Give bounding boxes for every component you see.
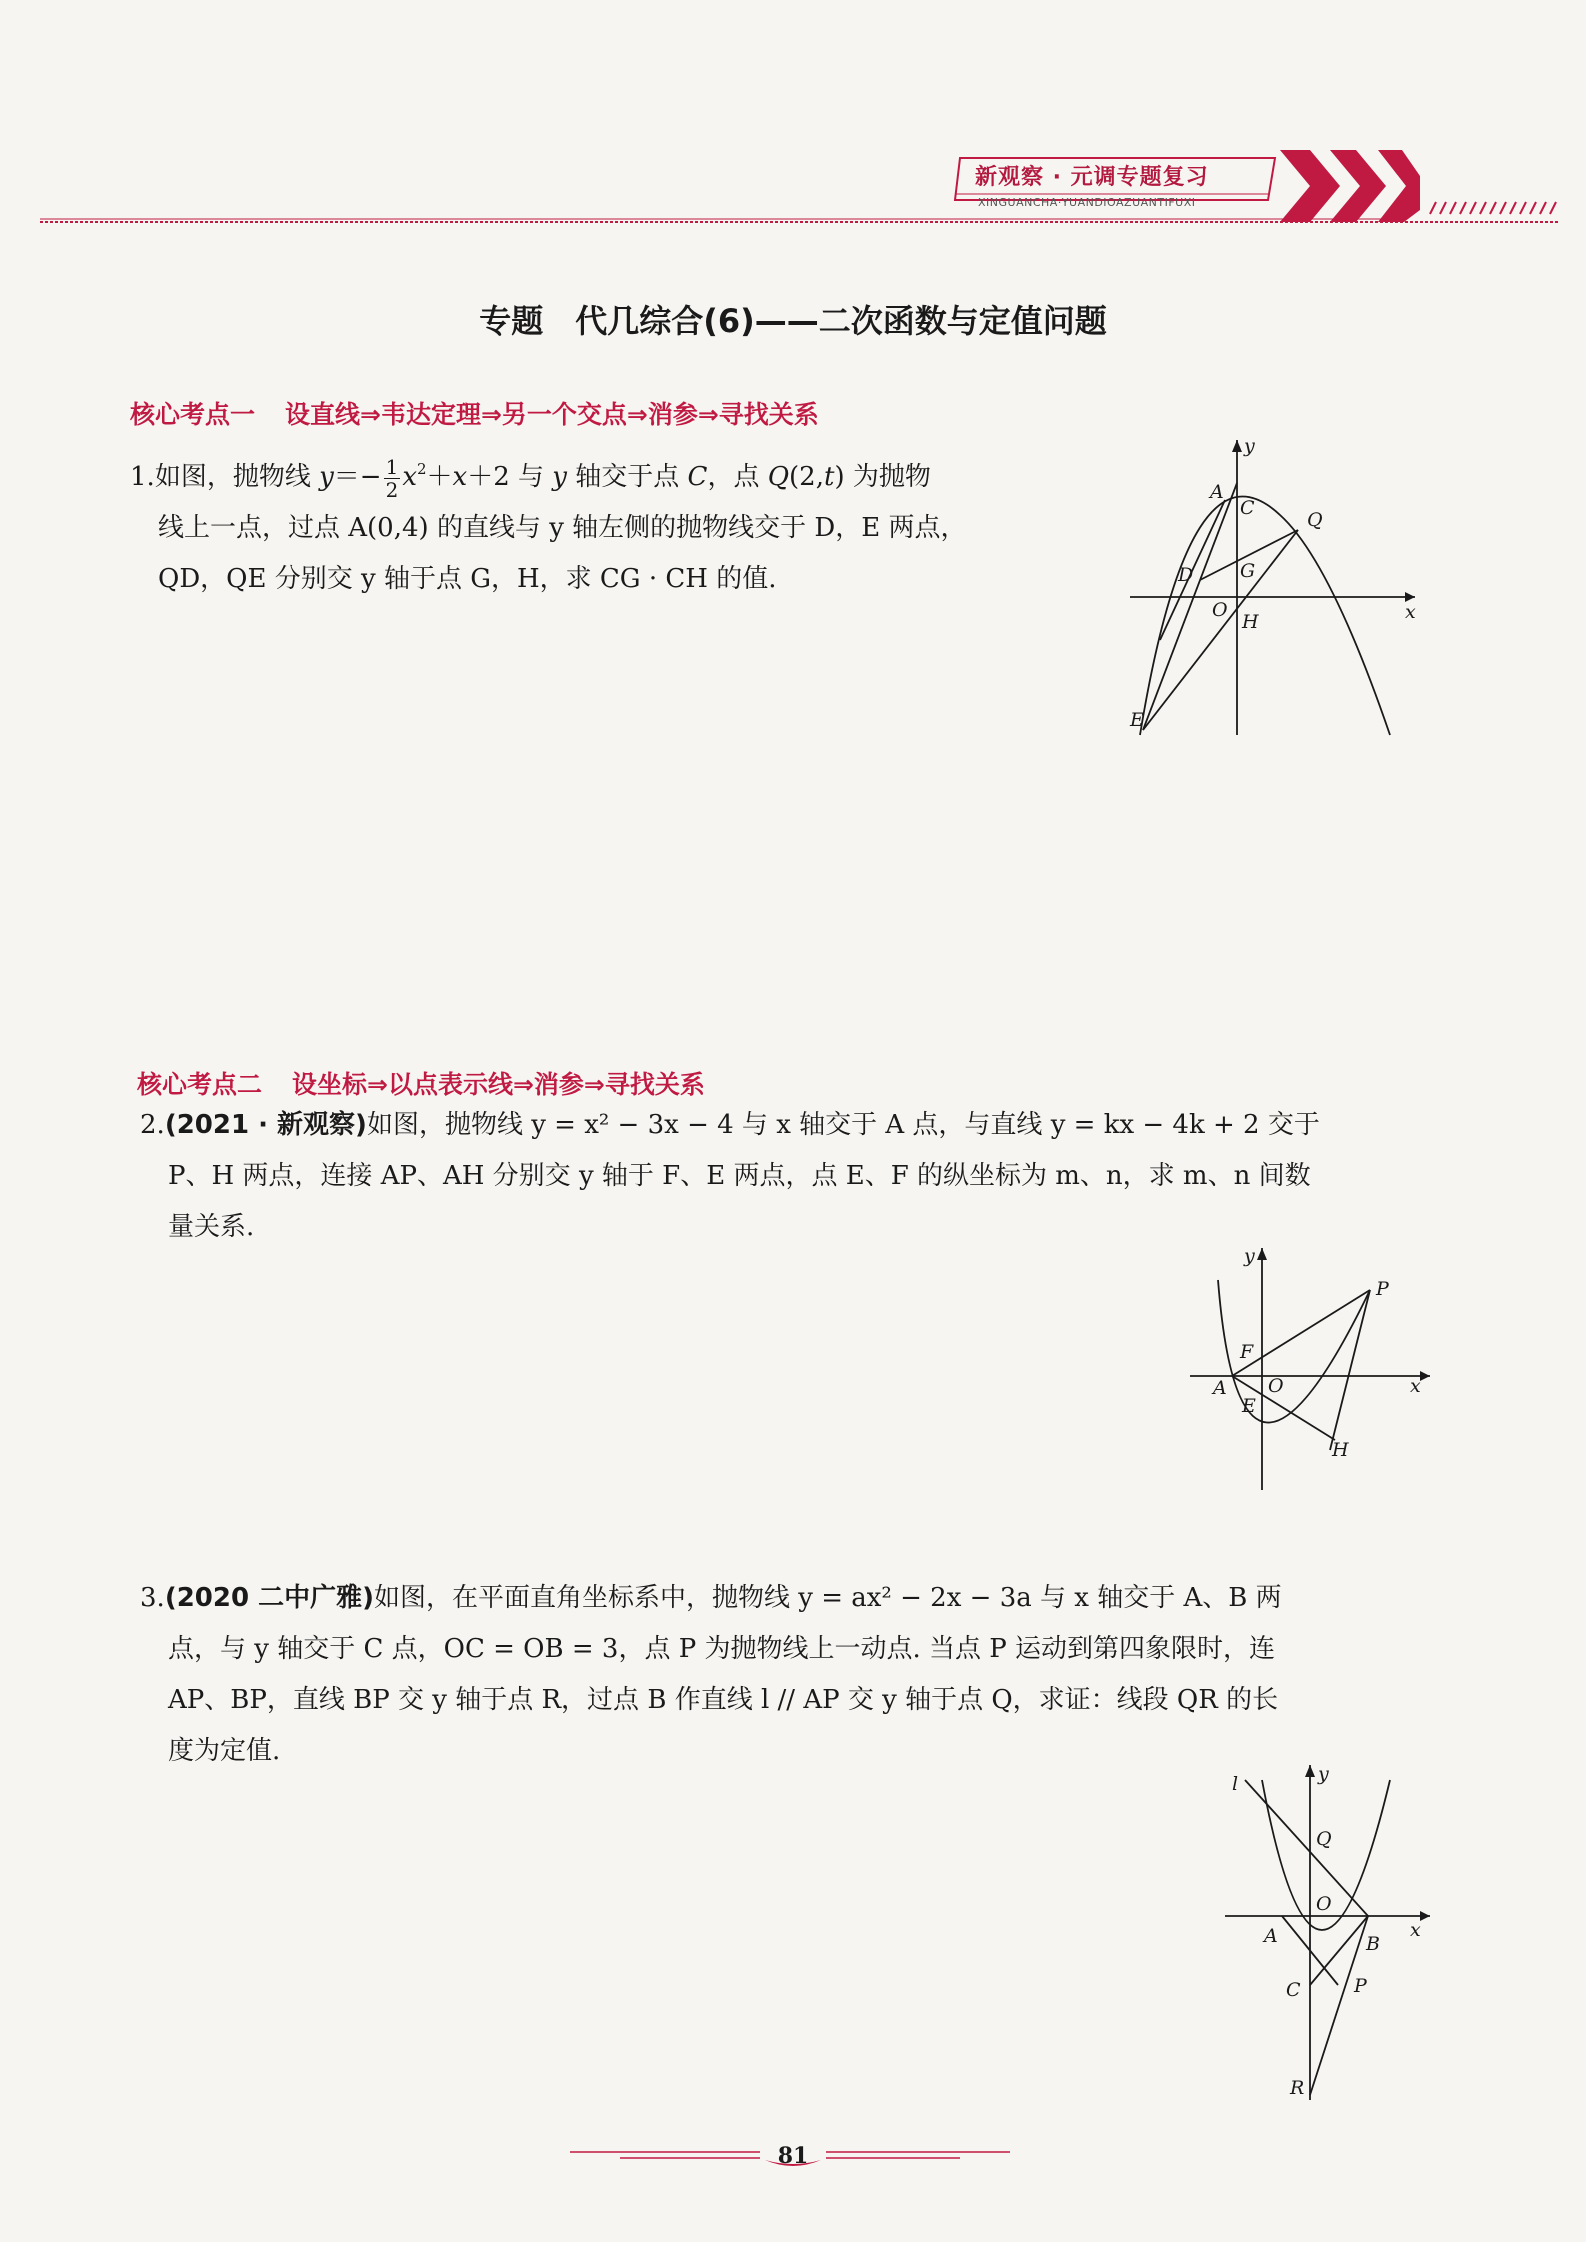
figure-2-label-e: E [1242, 1395, 1256, 1417]
figure-2-label-x: x [1410, 1375, 1421, 1397]
section-2-text: 设坐标⇒以点表示线⇒消参⇒寻找关系 [292, 1070, 705, 1099]
figure-3-label-l: l [1232, 1773, 1239, 1795]
problem-1-text-d: ，点 [707, 462, 768, 492]
figure-3-label-q: Q [1316, 1828, 1332, 1850]
section-1-text: 设直线⇒韦达定理⇒另一个交点⇒消参⇒寻找关系 [285, 400, 819, 429]
figure-3-line-bpr [1310, 1916, 1368, 2095]
figure-1-line-eq [1143, 530, 1298, 730]
figure-2-label-p: P [1376, 1278, 1389, 1300]
problem-2-text-1: 如图，抛物线 y = x² − 3x − 4 与 x 轴交于 A 点，与直线 y = kx − 4k + 2 交于 [366, 1110, 1320, 1140]
problem-3 [140, 1573, 1440, 1777]
figure-1-label-e: E [1130, 709, 1144, 731]
problem-3-source: (2020 二中广雅) [164, 1583, 374, 1613]
figure-3-label-o: O [1316, 1893, 1332, 1915]
figure-1-label-c: C [1240, 497, 1255, 519]
problem-2 [140, 1100, 1440, 1253]
problem-2-line-3: 量关系. [168, 1212, 255, 1242]
problem-1-text-b: 与 [509, 462, 553, 492]
figure-2-label-y: y [1244, 1245, 1255, 1267]
problem-3-line-4: 度为定值. [168, 1736, 281, 1766]
problem-1-line-1: 1.如图，抛物线 y＝− $\frac{1}{2}$ $x^2+x+2$ 与 y 轴交于点 C，点 Q(2,t) 为抛物 [130, 454, 931, 502]
problem-2-line-2: P、H 两点，连接 AP、AH 分别交 y 轴于 F、E 两点，点 E、F 的纵坐标为 m、n，求 m、n 间数 [168, 1161, 1311, 1191]
figure-2-label-f: F [1240, 1341, 1254, 1363]
figure-1-label-a: A [1210, 481, 1224, 503]
figure-1-label-y: y [1244, 435, 1255, 457]
figure-3-label-y: y [1318, 1763, 1329, 1785]
figure-1-label-g: G [1240, 560, 1256, 582]
header-banner [0, 140, 1586, 240]
problem-1-line-2: 线上一点，过点 A(0,4) 的直线与 y 轴左侧的抛物线交于 D，E 两点， [158, 513, 967, 543]
figure-2 [1180, 1240, 1440, 1500]
figure-3-label-x: x [1410, 1919, 1421, 1941]
problem-2-number: 2. [140, 1110, 165, 1140]
problem-1 [130, 452, 1110, 605]
figure-1-label-x: x [1405, 601, 1416, 623]
problem-3-number: 3. [140, 1583, 165, 1613]
figure-3-label-b: B [1366, 1933, 1380, 1955]
figure-1-label-d: D [1178, 564, 1194, 586]
page-title: 专题 代几综合(6)——二次函数与定值问题 [479, 302, 1107, 340]
problem-3-text-1: 如图，在平面直角坐标系中，抛物线 y = ax² − 2x − 3a 与 x 轴交于 A、B 两 [374, 1583, 1282, 1613]
problem-1-line-3: QD，QE 分别交 y 轴于点 G，H，求 CG · CH 的值. [158, 564, 777, 594]
figure-1-parabola [1140, 496, 1390, 735]
section-1-label: 核心考点一 [130, 400, 256, 429]
problem-2-source: (2021 · 新观察) [164, 1110, 367, 1140]
figure-3-label-c: C [1286, 1979, 1301, 2001]
figure-1-label-h: H [1242, 611, 1259, 633]
series-title: 新观察 · 元调专题复习 [975, 165, 1209, 190]
figure-2-label-h: H [1332, 1439, 1349, 1461]
problem-1-text-c: 轴交于点 [567, 462, 688, 492]
figure-2-line-ph [1330, 1290, 1370, 1450]
figure-2-label-o: O [1268, 1375, 1284, 1397]
figure-3 [1210, 1755, 1440, 2105]
figure-3-line-l [1245, 1780, 1368, 1916]
figure-1 [1120, 430, 1430, 740]
problem-1-text-e: 为抛物 [844, 462, 931, 492]
figure-1-label-o: O [1212, 599, 1228, 621]
section-heading-2 [137, 1065, 705, 1101]
problem-2-line-1 [140, 1100, 1440, 1151]
problem-1-equation: y＝− $\frac{1}{2}$ $x^2+x+2$ [319, 454, 510, 502]
series-pinyin: XINGUANCHA·YUANDIOAZUANTIFUXI [978, 196, 1196, 209]
figure-3-label-p: P [1354, 1975, 1367, 1997]
figure-2-line-ap [1232, 1290, 1370, 1376]
section-heading-1 [130, 395, 819, 431]
figure-2-label-a: A [1213, 1377, 1227, 1399]
section-2-label: 核心考点二 [137, 1070, 263, 1099]
problem-1-text-a: 如图，抛物线 [154, 462, 320, 492]
problem-3-line-3: AP、BP，直线 BP 交 y 轴于点 R，过点 B 作直线 l // AP 交 y 轴于点 Q，求证：线段 QR 的长 [168, 1685, 1279, 1715]
problem-3-line-1 [140, 1573, 1440, 1624]
figure-3-label-a: A [1264, 1925, 1278, 1947]
problem-3-line-2: 点，与 y 轴交于 C 点，OC = OB = 3，点 P 为抛物线上一动点. 当点 P 运动到第四象限时，连 [168, 1634, 1276, 1664]
problem-1-number: 1. [130, 462, 155, 492]
page-number: 81 [777, 2143, 809, 2169]
figure-1-label-q: Q [1307, 509, 1323, 531]
figure-3-label-r: R [1290, 2077, 1305, 2099]
